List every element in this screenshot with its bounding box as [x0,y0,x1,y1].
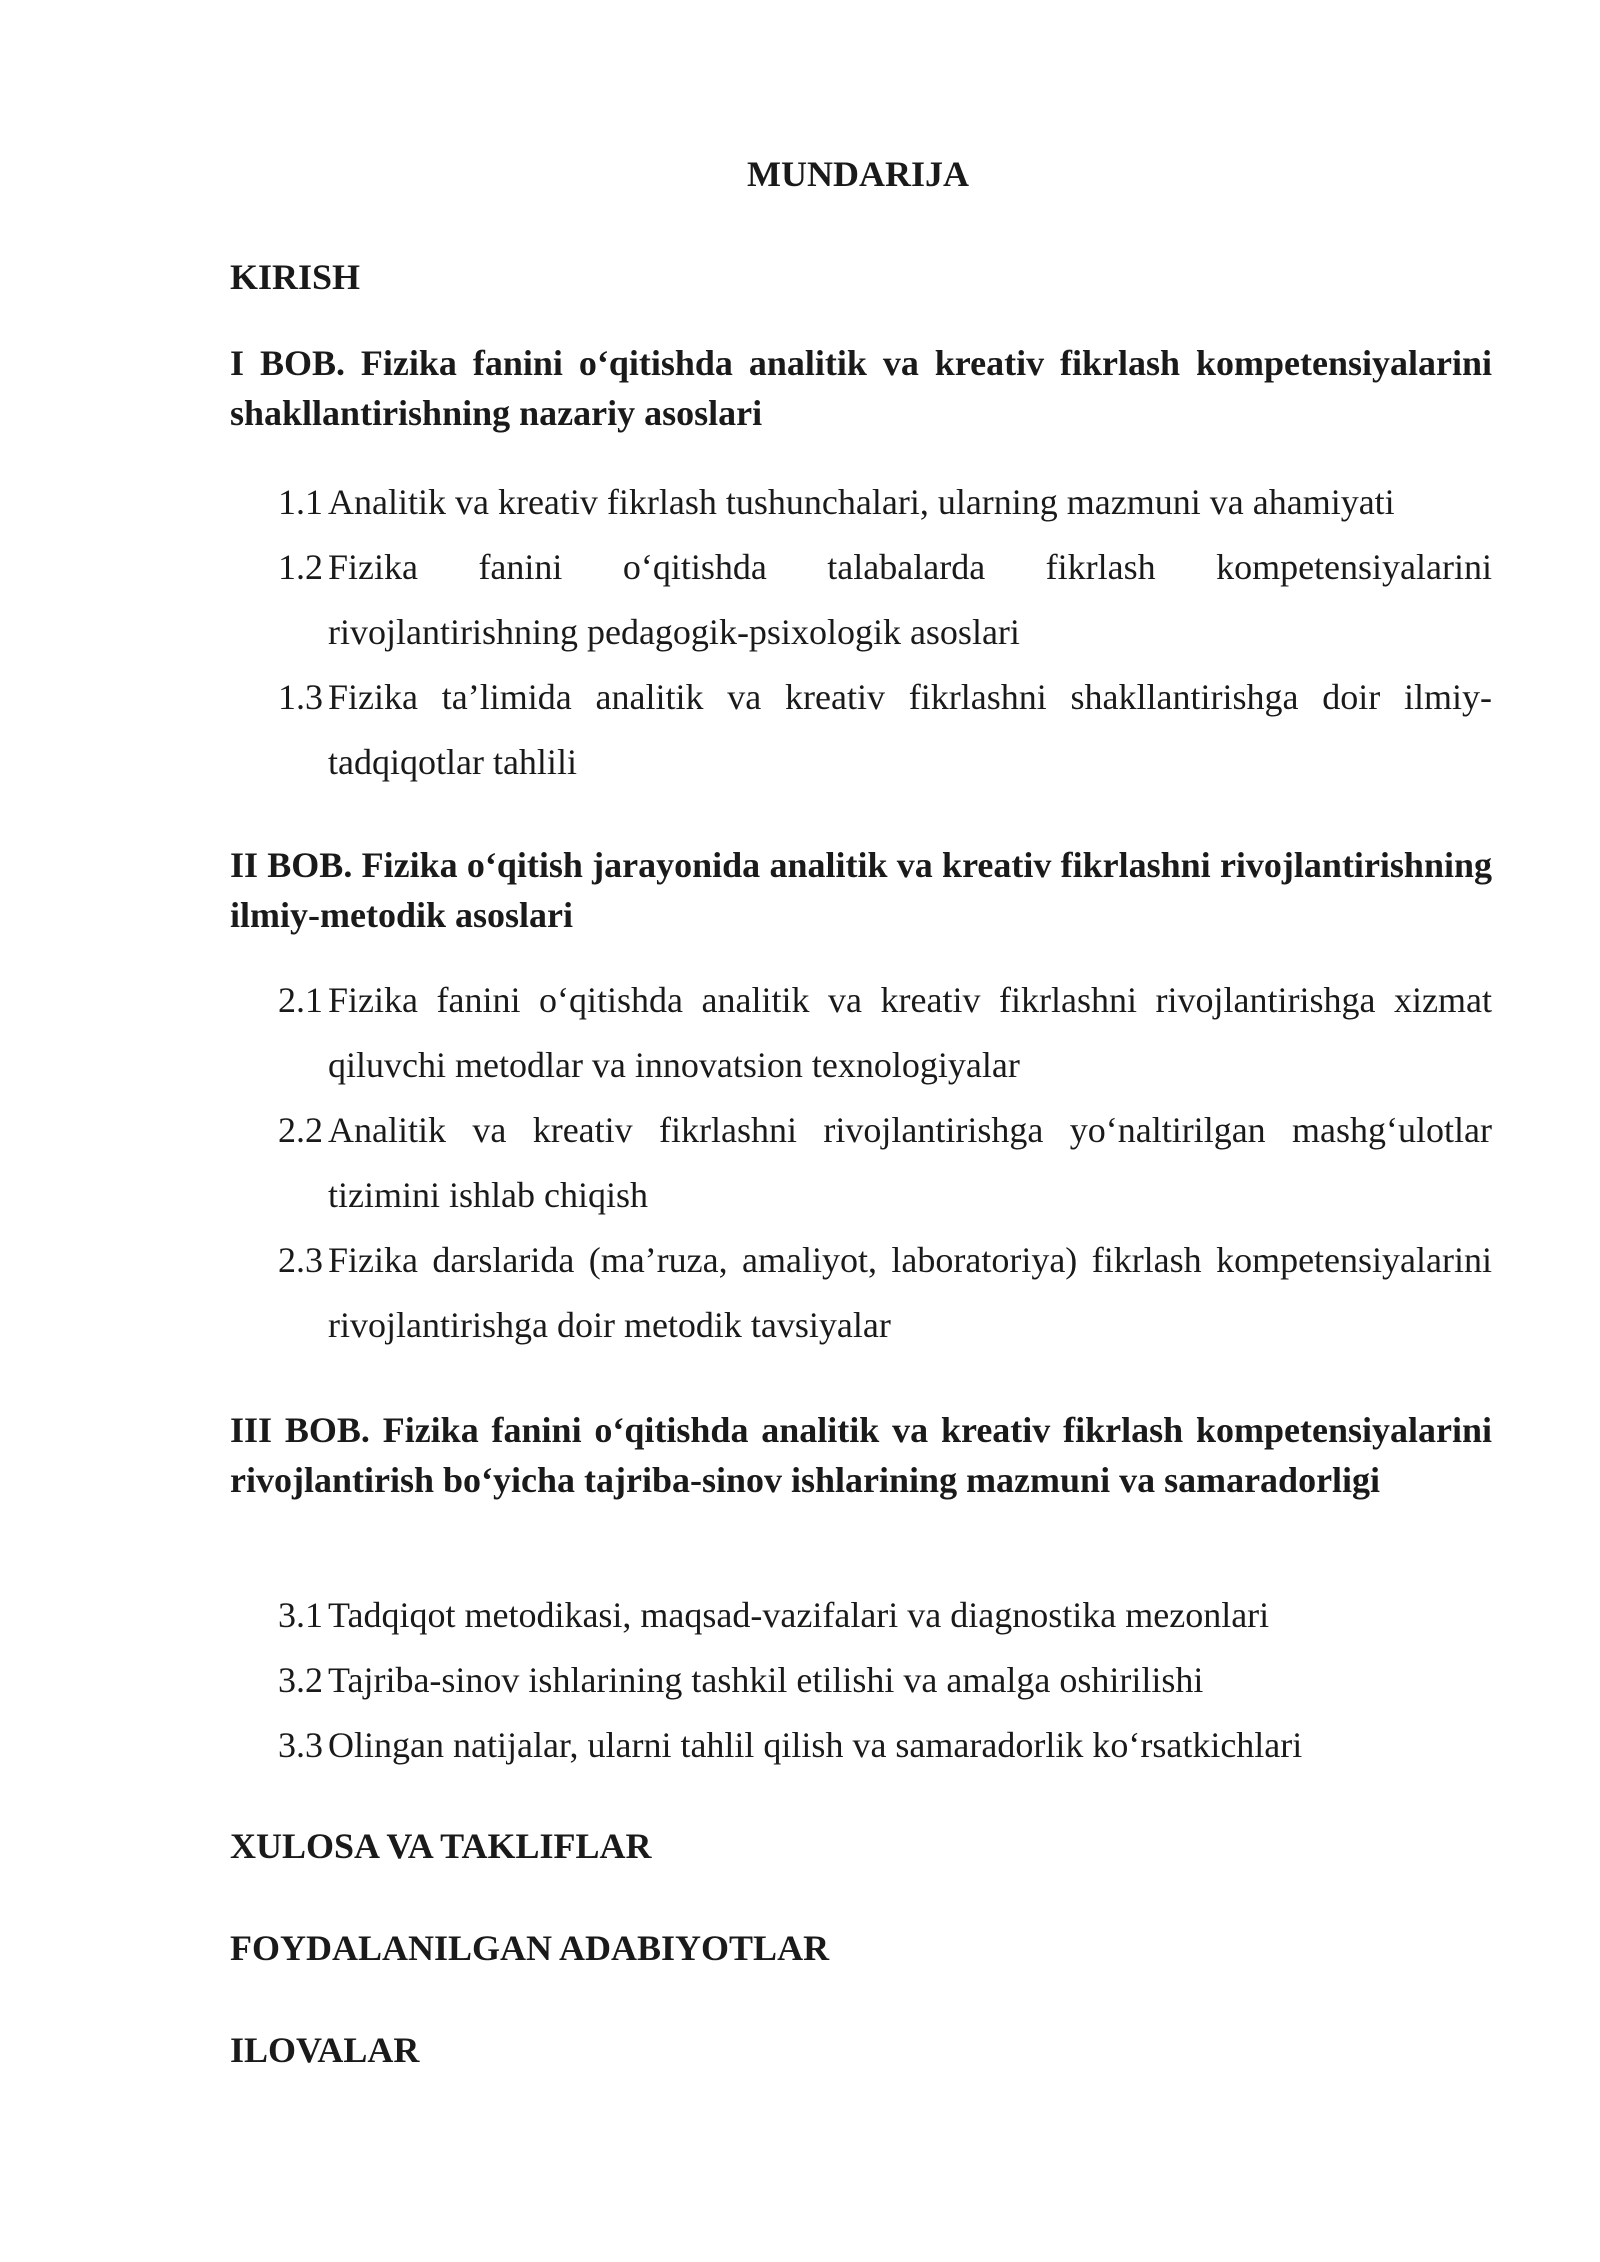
page-title: MUNDARIJA [747,154,969,194]
toc-item-number: 1.2 [278,547,323,587]
toc-item-text: Fizika fanini o‘qitishda analitik va kreativ fikrlashni rivojlantirishga xizmat qiluvchi metodlar va innovatsion texnologiyalar [328,980,1492,1085]
chapter-3-heading: III BOB. Fizika fanini o‘qitishda analitik va kreativ fikrlash kompetensiyalarini rivojlantirish bo‘yicha tajriba-sinov ishlarining mazmuni va samaradorligi [230,1410,1492,1500]
intro-heading: KIRISH [230,257,361,297]
toc-item-1-3 [278,665,1492,795]
toc-item-text: Fizika darslarida (ma’ruza, amaliyot, laboratoriya) fikrlash kompetensiyalarini rivojlantirishga doir metodik tavsiyalar [328,1240,1492,1345]
conclusion-heading: XULOSA VA TAKLIFLAR [230,1826,652,1866]
toc-item-number: 3.1 [278,1595,323,1635]
toc-item-number: 2.2 [278,1110,323,1150]
toc-item-text: Analitik va kreativ fikrlashni rivojlantirishga yo‘naltirilgan mashg‘ulotlar tizimini ishlab chiqish [328,1110,1492,1215]
toc-item-number: 3.2 [278,1660,323,1700]
toc-item-number: 2.1 [278,980,323,1020]
references-heading: FOYDALANILGAN ADABIYOTLAR [230,1928,830,1968]
chapter-1-heading: I BOB. Fizika fanini o‘qitishda analitik va kreativ fikrlash kompetensiyalarini shakllantirishning nazariy asoslari [230,343,1492,433]
toc-item-number: 2.3 [278,1240,323,1280]
toc-item-number: 1.1 [278,482,323,522]
toc-item-3-2 [278,1648,1492,1713]
toc-item-3-3 [278,1713,1492,1778]
toc-item-number: 1.3 [278,677,323,717]
toc-item-text: Fizika ta’limida analitik va kreativ fikrlashni shakllantirishga doir ilmiy-tadqiqotlar tahlili [328,677,1492,782]
appendices-heading: ILOVALAR [230,2030,420,2070]
chapter-2-heading: II BOB. Fizika o‘qitish jarayonida analitik va kreativ fikrlashni rivojlantirishning ilmiy-metodik asoslari [230,845,1492,935]
toc-item-2-3 [278,1228,1492,1358]
toc-item-3-1 [278,1583,1492,1648]
toc-item-text: Olingan natijalar, ularni tahlil qilish va samaradorlik ko‘rsatkichlari [328,1725,1303,1765]
toc-item-text: Analitik va kreativ fikrlash tushunchalari, ularning mazmuni va ahamiyati [328,482,1395,522]
toc-item-1-1 [278,470,1492,535]
toc-item-text: Fizika fanini o‘qitishda talabalarda fikrlash kompetensiyalarini rivojlantirishning pedagogik-psixologik asoslari [328,547,1492,652]
toc-item-2-2 [278,1098,1492,1228]
toc-item-1-2 [278,535,1492,665]
toc-item-2-1 [278,968,1492,1098]
toc-item-text: Tadqiqot metodikasi, maqsad-vazifalari va diagnostika mezonlari [328,1595,1270,1635]
toc-item-number: 3.3 [278,1725,323,1765]
toc-item-text: Tajriba-sinov ishlarining tashkil etilishi va amalga oshirilishi [328,1660,1204,1700]
